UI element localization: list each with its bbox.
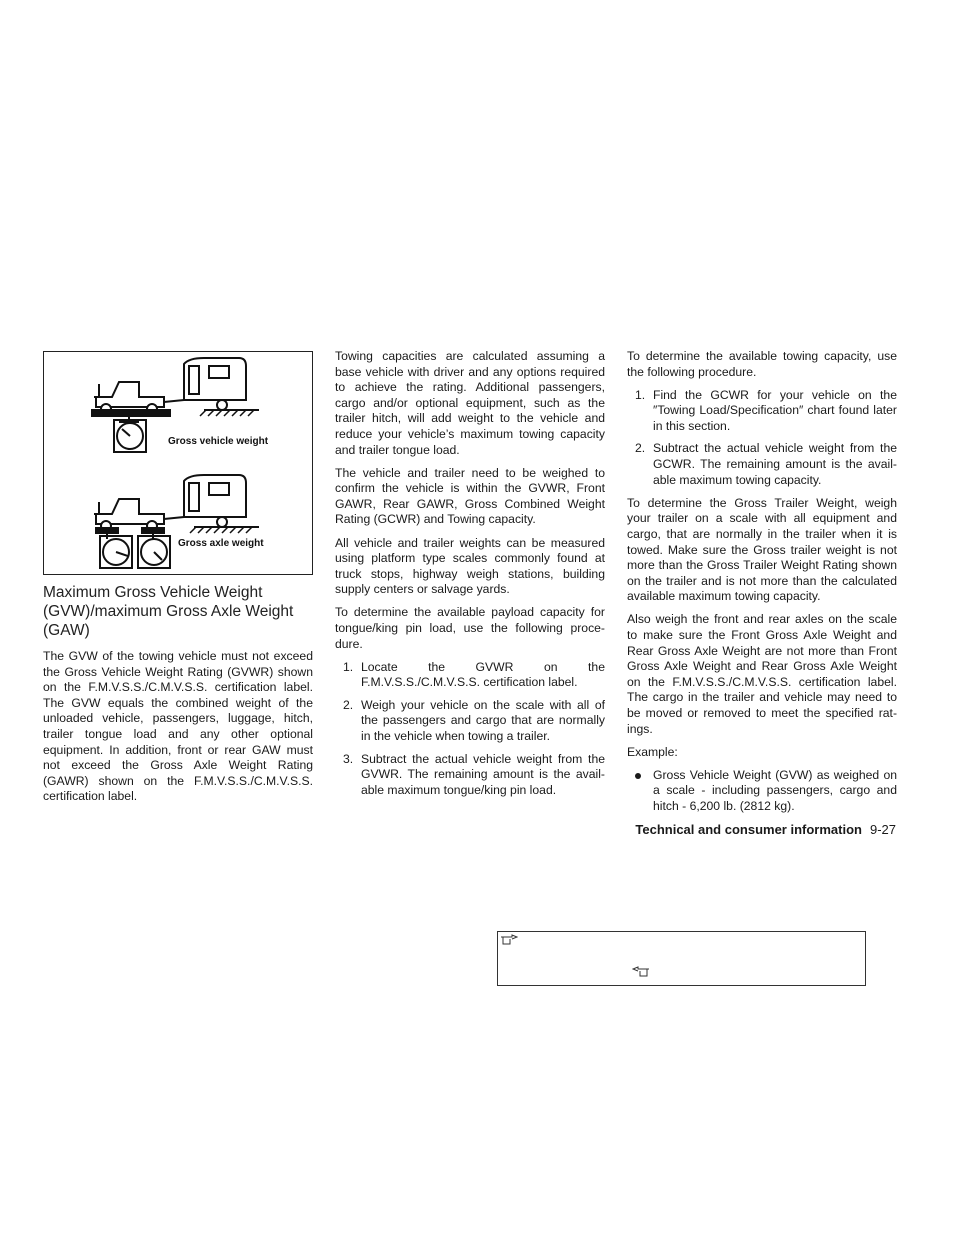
- towing-capacities-paragraph: Towing capacities are calculated assuming a base vehicle with driver and any options required to achieve the rating. Additional passengers, cargo and/or optional equipment, such as the trailer hitch, will add weight to the vehicle and reduce your vehicle’s maximum towing capacity and trailer tongue load.: [335, 349, 605, 457]
- payload-steps-list: [335, 660, 605, 799]
- step-text: Subtract the actual vehicle weight from the GCWR. The remaining amount is the avail-able maximum towing capacity.: [653, 441, 897, 487]
- step-number: 2.: [635, 441, 646, 456]
- scales-paragraph: All vehicle and trailer weights can be measured using platform type scales commonly found at truck stops, highway weigh stations, building supply centers or salvage yards.: [335, 535, 605, 597]
- step-number: 1.: [635, 387, 646, 402]
- note-box: [497, 931, 866, 986]
- axle-weight-paragraph: Also weigh the front and rear axles on the scale to make sure the Front Gross Axle Weight and Rear Gross Axle Weight are not more than Front Gross Axle Weight and Rear Gross Axle Weight on the F.M.V.S.S./C.M.V.S.S. certification label. The cargo in the trailer and vehicle may need to be moved or removed to meet the specified rat-ings.: [627, 612, 897, 736]
- figure-label-top: Gross vehicle weight: [168, 436, 269, 447]
- list-item: [335, 660, 605, 691]
- column-2: [335, 349, 605, 806]
- step-number: 1.: [343, 659, 354, 674]
- footer-title: Technical and consumer information: [635, 822, 862, 837]
- towing-intro-paragraph: To determine the available towing capacity, use the following procedure.: [627, 349, 897, 379]
- step-text: Weigh your vehicle on the scale with all of the passengers and cargo that are normally in the vehicle when towing a trailer.: [361, 697, 605, 744]
- step-text: Subtract the actual vehicle weight from the GVWR. The remaining amount is the avail-able maximum tongue/king pin load.: [361, 751, 605, 797]
- list-item: [335, 752, 605, 799]
- payload-intro-paragraph: To determine the available payload capacity for tongue/king pin load, use the following proce-dure.: [335, 605, 605, 651]
- pointing-hand-left-icon: [632, 966, 650, 978]
- example-label: Example:: [627, 744, 678, 759]
- page-number: 9-27: [869, 822, 896, 837]
- pointing-hand-right-icon: [500, 934, 518, 946]
- towing-steps-list: [627, 388, 897, 489]
- step-text: Locate the GVWR on the F.M.V.S.S./C.M.V.S.S. certification label.: [361, 659, 605, 690]
- figure-label-bottom: Gross axle weight: [178, 538, 264, 549]
- column-1: [43, 349, 313, 812]
- list-item: [627, 388, 897, 435]
- step-text: Find the GCWR for your vehicle on the ″Towing Load/Specification″ chart found later in this section.: [653, 387, 897, 433]
- towing-weight-illustration: [43, 351, 313, 575]
- example-text: Gross Vehicle Weight (GVW) as weighed on a scale - including passengers, cargo and hitch - 6,200 lb. (2812 kg).: [653, 767, 897, 813]
- example-list: [627, 768, 897, 815]
- column-3: [627, 349, 897, 815]
- list-item: [335, 698, 605, 745]
- page-footer: [635, 822, 896, 837]
- trailer-weight-paragraph: To determine the Gross Trailer Weight, weigh your trailer on a scale with all equipment and cargo, that are normally in the trailer when it is towed. Make sure the Gross trailer weight is not more than the Gross Trailer Weight Rating shown on the trailer and is not more than the calculated available maximum towing capacity.: [627, 495, 897, 604]
- scale-diagram: [44, 352, 312, 574]
- bullet-icon: [635, 773, 641, 779]
- list-item: [627, 768, 897, 815]
- weigh-vehicle-paragraph: The vehicle and trailer need to be weighed to confirm the vehicle is within the GVWR, Front GAWR, Rear GAWR, Gross Combined Weight Rating (GCWR) and Towing capacity.: [335, 465, 605, 527]
- gvw-paragraph: The GVW of the towing vehicle must not exceed the Gross Vehicle Weight Rating (GVWR) shown on the F.M.V.S.S./C.M.V.S.S. certification label. The GVW equals the combined weight of the unloaded vehicle, passengers, luggage, hitch, trailer tongue load and any other optional equipment. In addition, front or rear GAW must not exceed the Gross Axle Weight Rating (GAWR) shown on the F.M.V.S.S./C.M.V.S.S. certification label.: [43, 649, 313, 804]
- step-number: 3.: [343, 751, 354, 766]
- section-heading: Maximum Gross Vehicle Weight (GVW)/maximum Gross Axle Weight (GAW): [43, 584, 294, 639]
- step-number: 2.: [343, 697, 354, 712]
- list-item: [627, 441, 897, 488]
